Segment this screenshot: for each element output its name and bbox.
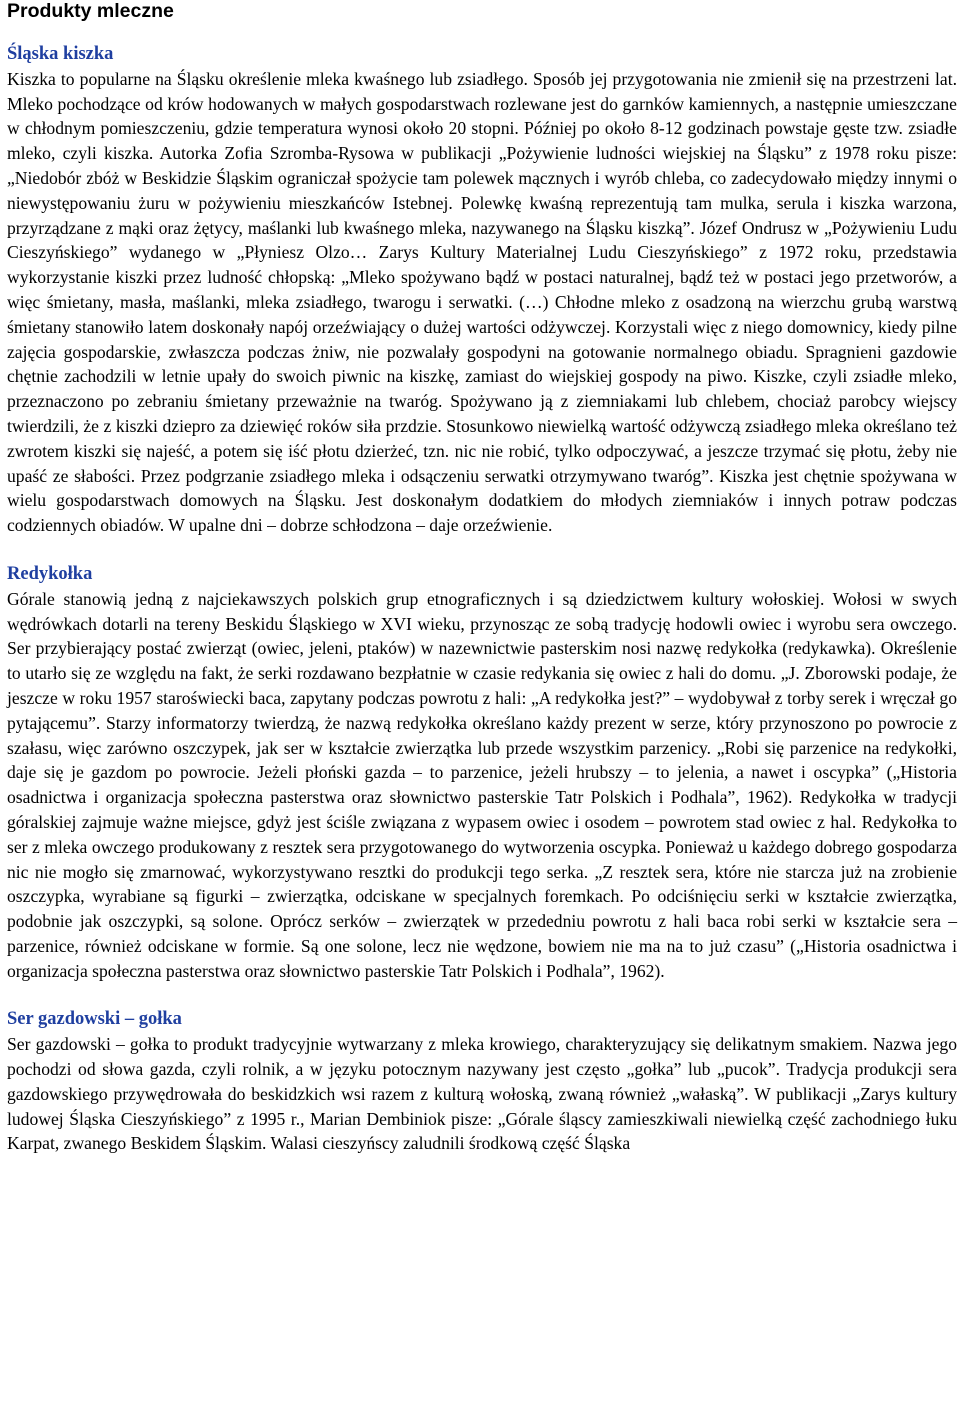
section-heading: Śląska kiszka (7, 44, 114, 64)
section-slaska-kiszka (7, 42, 957, 538)
section-heading: Ser gazdowski – gołka (7, 1009, 182, 1030)
section-redykolka (7, 562, 957, 984)
section-heading: Redykołka (7, 563, 93, 584)
section-spacer (7, 538, 957, 562)
section-ser-gazdowski (7, 1007, 957, 1156)
section-body: Górale stanowią jedną z najciekawszych polskich grup etnograficznych i są dziedzictwem kultury wołoskiej. Wołosi w swych wędrówkach dotarli na tereny Beskidu Śląskiego w XVI wieku, przynosząc ze sobą tradycję hodowli owiec i wyrobu sera owczego. Ser przybierający postać zwierząt (owiec, jeleni, ptaków) w nazewnictwie pasterskim nosi nazwę redykołka (redykawka). Określenie to utarło się ze względu na fakt, że serki rozdawano bezpłatnie w czasie redykania się owiec z hali do domu. „J. Zborowski podaje, że jeszcze w roku 1957 staroświecki baca, zapytany podczas powrotu z hali: „A redykołka jest?” – wydobywał z torby serek i wręczał go pytającemu”. Starzy informatorzy twierdzą, że nazwą redykołka określano każdy prezent w serze, który przynoszono po powrocie z szałasu, więc zarówno oszczypek, jak ser w kształcie zwierzątka lub przede wszystkim parzenicy. „Robi się parzenice na redykołki, daje się je gazdom po powrocie. Jeżeli płoński gazda – to parzenice, jeżeli hrubszy – to jelenia, a nawet i oscypka” („Historia osadnictwa i organizacja społeczna pasterstwa oraz słownictwo pasterskie Tatr Polskich i Podhala”, 1962). Redykołka w tradycji góralskiej zajmuje ważne miejsce, gdyż jest ściśle związana z wypasem owiec i osodem – powrotem stad owiec z hal. Redykołka to ser z mleka owczego produkowany z resztek sera przygotowanego do wytworzenia oscypka. Ponieważ u każdego dobrego gospodarza nic nie mogło się zmarnować, wykorzystywano resztki do produkcji tego serka. „Z resztek sera, które nie starcza już na zrobienie oszczypka, wyrabiane są figurki – zwierzątka, odciskane w specjalnych foremkach. Po odciśnięciu serki w kształcie zwierzątka, podobnie jak oszczypki, są solone. Oprócz serków – zwierzątek w przededniu powrotu z hali baca robi serki w kształcie sera – parzenice, również odciskane w formie. Są one solone, lecz nie wędzone, bowiem nie ma na to już czasu” („Historia osadnictwa i organizacja społeczna pasterstwa oraz słownictwo pasterskie Tatr Polskich i Podhala”, 1962). (7, 588, 957, 981)
section-body: Kiszka to popularne na Śląsku określenie mleka kwaśnego lub zsiadłego. Sposób jej przygotowania nie zmienił się na przestrzeni lat. Mleko pochodzące od krów hodowanych w małych gospodarstwach rozlewane jest do garnków kamiennych, a następnie umieszczane w chłodnym pomieszczeniu, gdzie temperatura wynosi około 20 stopni. Później po około 8-12 godzinach powstaje gęste tzw. zsiadłe mleko, czyli kiszka. Autorka Zofia Szromba-Rysowa w publikacji „Pożywienie ludności wiejskiej na Śląsku” z 1978 roku pisze: „Niedobór zbóż w Beskidzie Śląskim ograniczał spożycie tam polewek mącznych i wyrób chleba, co zadecydowało między innymi o niewystępowaniu żuru w pożywieniu mieszkańców Istebnej. Polewkę kwaśną reprezentują tam mulka, serula i kiszka warzona, przyrządzane z mąki oraz żętycy, maślanki lub kwaśnego mleka, nazywanego na Śląsku kiszką”. Józef Ondrusz w „Pożywieniu Ludu Cieszyńskiego” wydanego w „Płyniesz Olzo… Zarys Kultury Materialnej Ludu Cieszyńskiego” z 1972 roku, przedstawia wykorzystanie kiszki przez ludność chłopską: „Mleko spożywano bądź w postaci naturalnej, bądź też w postaci jego przetworów, a więc śmietany, masła, maślanki, mleka zsiadłego, twarogu i serwatki. (…) Chłodne mleko z osadzoną na wierzchu grubą warstwą śmietany stanowiło latem doskonały napój orzeźwiający o dużej wartości odżywczej. Korzystali więc z niego domownicy, kiedy pilne zajęcia gospodarskie, zwłaszcza podczas żniw, nie pozwalały gospodyni na gotowanie normalnego obiadu. Spragnieni gazdowie chętnie zachodzili w letnie upały do swoich piwnic na kiszkę, zamiast do wiejskiej gospody na piwo. Kiszke, czyli zsiadłe mleko, przeznaczono po zebraniu śmietany przeważnie na twaróg. Spożywano ją z ziemniakami lub chlebem, chociaż parobcy wiejscy twierdzili, że z kiszki dziepro za dziewięć roków siła przdzie. Stosunkowo niewielką wartość odżywczą zsiadłego mleka określano też zwrotem kiszki się najeść, a potem się iść płotu dzierżeć, tzn. nic nie robić, tylko odpoczywać, a jeszcze trzymać się płotu, żeby nie upaść ze słabości. Przez podgrzanie zsiadłego mleka i odsączeniu serwatki otrzymywano twaróg”. Kiszka jest chętnie spożywana w wielu gospodarstwach domowych na Śląsku. Jest doskonałym dodatkiem do młodych ziemniaków i innych potraw podczas codziennych obiadów. W upalne dni – dobrze schłodzona – daje orzeźwienie. (7, 68, 957, 536)
document-page (7, 0, 957, 1156)
document-title: Produkty mleczne (7, 0, 174, 22)
title-spacer (7, 22, 957, 42)
section-body: Ser gazdowski – gołka to produkt tradycyjnie wytwarzany z mleka krowiego, charakteryzujący się delikatnym smakiem. Nazwa jego pochodzi od słowa gazda, czyli rolnik, a w języku potocznym nazywany jest często „gołka” lub „pucok”. Tradycja produkcji sera gazdowskiego przywędrowała do beskidzkich wsi razem z kulturą wołoską, zwaną również „wałaską”. W publikacji „Zarys kultury ludowej Śląska Cieszyńskiego” z 1995 r., Marian Dembiniok pisze: „Górale śląscy zamieszkiwali niewielką część zachodniego łuku Karpat, zwanego Beskidem Śląskim. Walasi cieszyńscy zaludnili środkową część Śląska (7, 1034, 957, 1154)
section-spacer (7, 983, 957, 1007)
